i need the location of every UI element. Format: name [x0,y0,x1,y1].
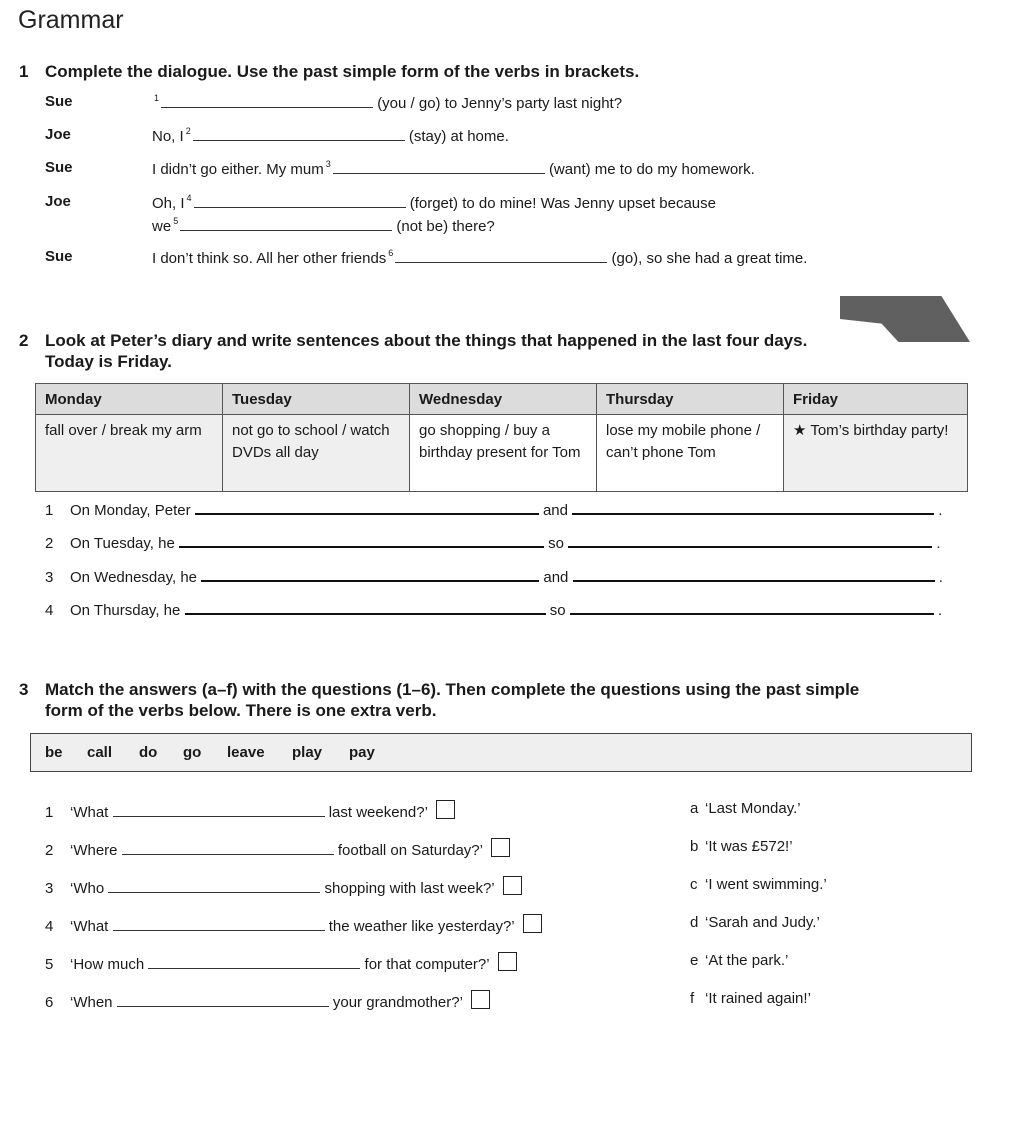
question-item [45,800,455,821]
answer-blank[interactable] [108,878,320,893]
sentence-number: 2 [45,535,54,552]
sentence-end: . [938,502,943,519]
dialogue-line [0,248,1000,268]
answer-blank[interactable] [193,126,405,141]
gap-number: 6 [388,248,394,258]
verb-item: be [45,744,63,761]
question-item [45,838,510,859]
speaker: Sue [45,93,73,110]
dialogue-line [0,93,1000,113]
page-title: Grammar [18,6,124,34]
diary-header-tuesday: Tuesday [223,384,410,415]
sentence-item [45,599,942,619]
answer-blank[interactable] [194,193,406,208]
match-checkbox[interactable] [523,914,542,933]
answer-blank[interactable] [113,802,325,817]
sentence-joiner: and [543,569,569,586]
question-number: 4 [45,918,54,935]
question-end: shopping with last week?’ [324,880,495,897]
exercise-1-heading [0,61,1021,83]
exercise-instruction: Match the answers (a–f) with the questions (1–6). Then complete the questions using the past simple [45,680,860,699]
question-start: ‘How much [70,956,145,973]
sentence-start: On Thursday, he [70,602,181,619]
sentence-end: . [938,569,943,586]
diary-cell-friday: ★ Tom’s birthday party! [784,415,968,492]
sentence-joiner: and [542,502,568,519]
exercise-instruction-line2: form of the verbs below. There is one extra verb. [45,701,437,720]
answer-blank[interactable] [572,499,934,515]
answer-text: ‘Sarah and Judy.’ [705,914,820,931]
sentence-number: 3 [45,569,54,586]
verb-item: leave [227,744,265,761]
line-text-after: (stay) at home. [408,128,509,145]
exercise-2-heading [0,330,1021,374]
diary-table [35,383,968,492]
question-end: the weather like yesterday?’ [328,918,515,935]
answer-blank[interactable] [195,499,539,515]
answer-letter: c [690,876,698,893]
dialogue-line [0,216,1000,236]
line-text-after: (go), so she had a great time. [611,250,808,267]
diary-cell-monday: fall over / break my arm [36,415,223,492]
line-text-before: No, I [152,128,184,145]
verb-item: do [139,744,158,761]
sentence-start: On Monday, Peter [70,502,191,519]
answer-text: ‘Last Monday.’ [705,800,801,817]
dialogue-line [0,159,1000,179]
answer-text: ‘It rained again!’ [705,990,811,1007]
answer-blank[interactable] [161,93,373,108]
answer-item [690,990,811,1007]
answer-letter: e [690,952,699,969]
match-checkbox[interactable] [471,990,490,1009]
question-item [45,914,542,935]
answer-item [690,838,793,855]
answer-blank[interactable] [148,954,360,969]
line-text-before: Oh, I [152,195,185,212]
question-start: ‘When [70,994,113,1011]
answer-letter: f [690,990,695,1007]
sentence-item [45,499,943,519]
verb-item: go [183,744,202,761]
answer-blank[interactable] [570,599,934,615]
sentence-item [45,532,941,552]
exercise-number: 3 [19,680,29,699]
verb-item: pay [349,744,375,761]
answer-blank[interactable] [180,216,392,231]
speaker: Sue [45,159,73,176]
diary-header-row [36,384,968,415]
question-end: your grandmother?’ [332,994,463,1011]
answer-blank[interactable] [179,532,544,548]
answer-blank[interactable] [117,992,329,1007]
answer-letter: b [690,838,699,855]
answer-blank[interactable] [122,840,334,855]
question-start: ‘Who [70,880,105,897]
question-item [45,990,490,1011]
verb-item: play [292,744,323,761]
gap-number: 5 [173,216,179,226]
answer-blank[interactable] [573,566,935,582]
gap-number: 1 [154,93,160,103]
question-number: 3 [45,880,54,897]
speaker: Sue [45,248,73,265]
diary-header-wednesday: Wednesday [410,384,597,415]
verb-item: call [87,744,113,761]
diary-cell-tuesday: not go to school / watch DVDs all day [223,415,410,492]
diary-header-monday: Monday [36,384,223,415]
answer-text: ‘I went swimming.’ [705,876,827,893]
diary-header-friday: Friday [784,384,968,415]
answer-letter: a [690,800,699,817]
line-text-before: I don’t think so. All her other friends [152,250,387,267]
question-item [45,876,522,897]
answer-blank[interactable] [185,599,546,615]
verb-box [30,733,972,772]
exercise-3-heading [0,679,1021,723]
question-end: football on Saturday?’ [337,842,483,859]
line-text-after: (want) me to do my homework. [548,161,755,178]
answer-item [690,800,801,817]
line-text-after: (forget) to do mine! Was Jenny upset because [409,195,716,212]
diary-header-thursday: Thursday [597,384,784,415]
sentence-end: . [937,602,943,619]
match-checkbox[interactable] [491,838,510,857]
dialogue-line [0,193,1000,213]
answer-item [690,952,788,969]
gap-number: 2 [185,126,191,136]
line-text-after: (not be) there? [396,218,495,235]
answer-blank[interactable] [333,159,545,174]
question-start: ‘What [70,804,109,821]
diary-entry-row [36,415,968,492]
sentence-item [45,566,943,586]
answer-blank[interactable] [395,248,607,263]
dialogue-line [0,126,1000,146]
answer-blank[interactable] [568,532,932,548]
exercise-instruction: Look at Peter’s diary and write sentences about the things that happened in the last four days. [45,331,808,350]
exercise-instruction-line2: Today is Friday. [45,352,172,371]
exercise-number: 2 [19,331,29,350]
question-end: for that computer?’ [364,956,490,973]
speaker: Joe [45,193,71,210]
sentence-start: On Wednesday, he [70,569,198,586]
sentence-joiner: so [548,535,564,552]
answer-item [690,914,820,931]
line-text-after: (you / go) to Jenny’s party last night? [377,95,623,112]
match-checkbox[interactable] [436,800,455,819]
answer-letter: d [690,914,699,931]
gap-number: 3 [325,159,331,169]
sentence-start: On Tuesday, he [70,535,175,552]
question-item [45,952,517,973]
exercise-number: 1 [19,62,29,81]
diary-cell-thursday: lose my mobile phone / can’t phone Tom [597,415,784,492]
answer-text: ‘It was £572!’ [705,838,793,855]
question-number: 2 [45,842,54,859]
sentence-joiner: so [549,602,566,619]
question-number: 5 [45,956,54,973]
question-end: last weekend?’ [328,804,428,821]
gap-number: 4 [186,193,192,203]
answer-blank[interactable] [201,566,539,582]
question-number: 1 [45,804,54,821]
answer-item [690,876,827,893]
sentence-number: 1 [45,502,54,519]
question-start: ‘Where [70,842,118,859]
match-checkbox[interactable] [503,876,522,895]
speaker: Joe [45,126,71,143]
diary-cell-wednesday: go shopping / buy a birthday present for Tom [410,415,597,492]
line-text-before: I didn’t go either. My mum [152,161,324,178]
line-text-before: we [152,218,172,235]
answer-text: ‘At the park.’ [705,952,789,969]
sentence-number: 4 [45,602,54,619]
match-checkbox[interactable] [498,952,517,971]
question-start: ‘What [70,918,109,935]
exercise-instruction: Complete the dialogue. Use the past simple form of the verbs in brackets. [45,62,640,81]
sentence-end: . [936,535,941,552]
answer-blank[interactable] [113,916,325,931]
question-number: 6 [45,994,54,1011]
